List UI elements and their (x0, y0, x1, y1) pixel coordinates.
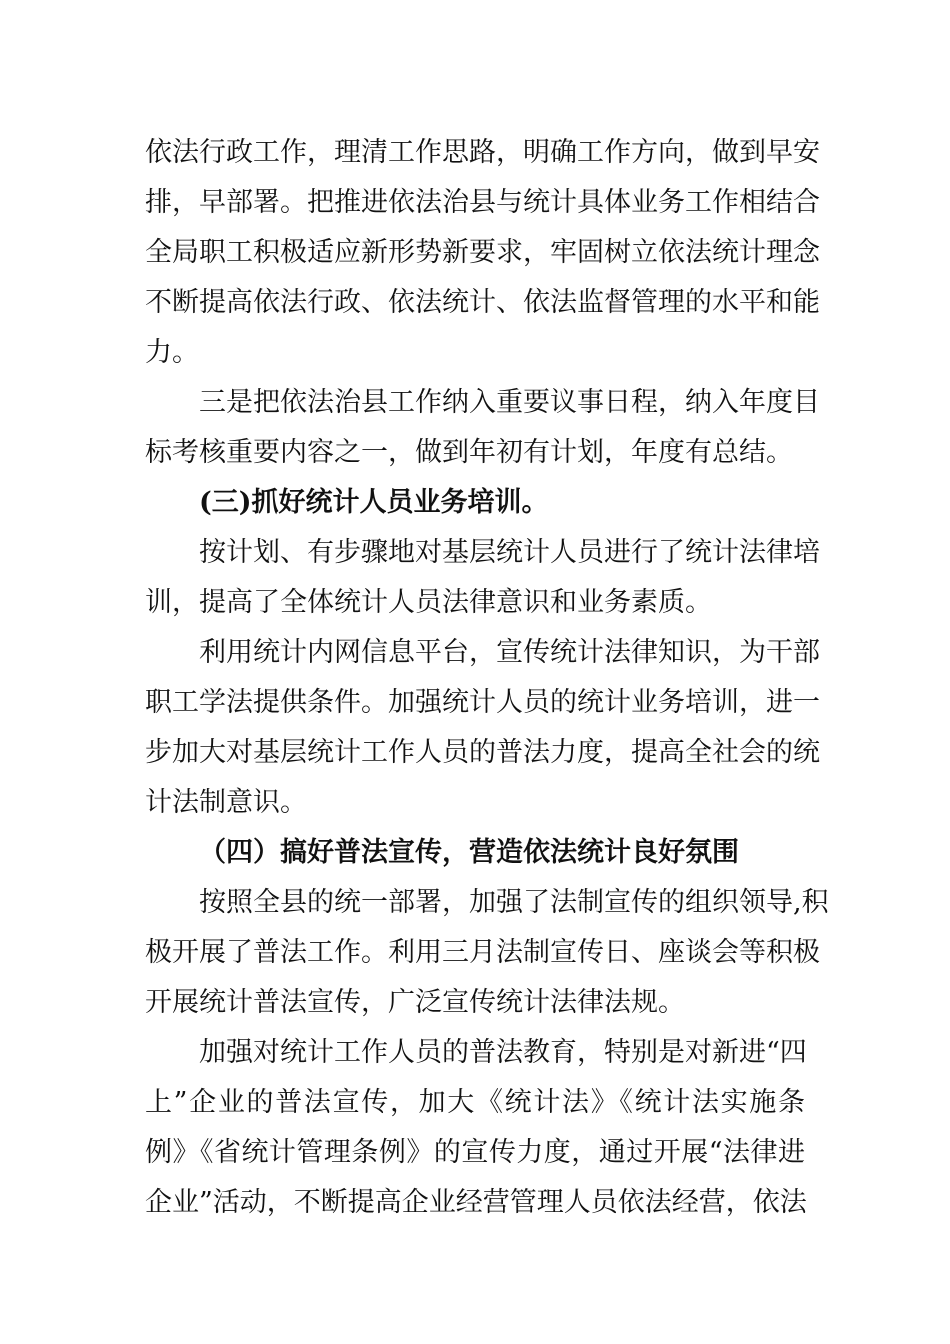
paragraph-first-line: 按计划、有步骤地对基层统计人员进行了统计法律培 (199, 537, 820, 568)
body-text-line: 训，提高了全体统计人员法律意识和业务素质。 (145, 587, 712, 618)
body-text-line: 全局职工积极适应新形势新要求，牢固树立依法统计理念 (145, 237, 820, 268)
section-heading-3: (三)抓好统计人员业务培训。 (199, 487, 549, 518)
body-text-line: 排，早部署。把推进依法治县与统计具体业务工作相结合 (145, 187, 820, 218)
body-text-line: 不断提高依法行政、依法统计、依法监督管理的水平和能 (145, 287, 820, 318)
body-text-line: 例》《省统计管理条例》的宣传力度，通过开展“法律进 (145, 1137, 805, 1168)
paragraph-first-line: 按照全县的统一部署，加强了法制宣传的组织领导,积 (199, 887, 829, 918)
paragraph-first-line: 加强对统计工作人员的普法教育，特别是对新进“四 (199, 1037, 807, 1068)
section-heading-4: （四）搞好普法宣传，营造依法统计良好氛围 (199, 837, 739, 868)
body-text-line: 开展统计普法宣传，广泛宣传统计法律法规。 (145, 987, 685, 1018)
body-text-line: 企业”活动，不断提高企业经营管理人员依法经营，依法 (145, 1187, 807, 1218)
body-text-line: 力。 (145, 337, 199, 368)
body-text-line: 标考核重要内容之一，做到年初有计划，年度有总结。 (145, 437, 793, 468)
paragraph-first-line: 三是把依法治县工作纳入重要议事日程，纳入年度目 (199, 387, 820, 418)
body-text-line: 依法行政工作，理清工作思路，明确工作方向，做到早安 (145, 137, 820, 168)
body-text-line: 极开展了普法工作。利用三月法制宣传日、座谈会等积极 (145, 937, 820, 968)
body-text-line: 计法制意识。 (145, 787, 307, 818)
body-text-line: 步加大对基层统计工作人员的普法力度，提高全社会的统 (145, 737, 820, 768)
paragraph-first-line: 利用统计内网信息平台，宣传统计法律知识，为干部 (199, 637, 820, 668)
body-text-line: 职工学法提供条件。加强统计人员的统计业务培训，进一 (145, 687, 820, 718)
body-text-line: 上”企业的普法宣传，加大《统计法》《统计法实施条 (145, 1087, 805, 1118)
